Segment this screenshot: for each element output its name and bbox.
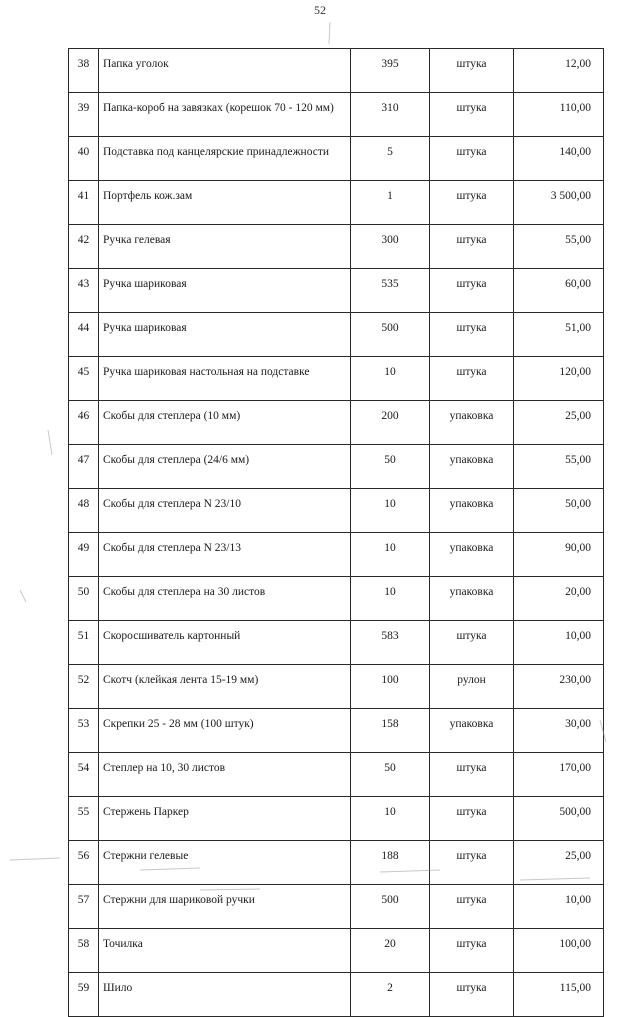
- item-name-cell: Точилка: [99, 929, 351, 973]
- price-cell: 20,00: [514, 577, 604, 621]
- price-cell: 90,00: [514, 533, 604, 577]
- unit-cell: штука: [430, 885, 514, 929]
- price-cell: 55,00: [514, 225, 604, 269]
- price-cell: 55,00: [514, 445, 604, 489]
- table-row: [69, 841, 604, 885]
- quantity-cell: 10: [351, 489, 430, 533]
- row-number-cell: 57: [69, 885, 99, 929]
- price-cell: 120,00: [514, 357, 604, 401]
- table-row: [69, 753, 604, 797]
- unit-cell: штука: [430, 49, 514, 93]
- price-cell: 170,00: [514, 753, 604, 797]
- quantity-cell: 10: [351, 533, 430, 577]
- unit-cell: штука: [430, 269, 514, 313]
- table-row: [69, 313, 604, 357]
- price-cell: 30,00: [514, 709, 604, 753]
- row-number-cell: 46: [69, 401, 99, 445]
- item-name-cell: Стержень Паркер: [99, 797, 351, 841]
- price-cell: 230,00: [514, 665, 604, 709]
- price-cell: 12,00: [514, 49, 604, 93]
- price-cell: 10,00: [514, 621, 604, 665]
- row-number-cell: 58: [69, 929, 99, 973]
- quantity-cell: 200: [351, 401, 430, 445]
- quantity-cell: 188: [351, 841, 430, 885]
- table-row: [69, 137, 604, 181]
- row-number-cell: 41: [69, 181, 99, 225]
- item-name-cell: Папка-короб на завязках (корешок 70 - 120 мм): [99, 93, 351, 137]
- quantity-cell: 300: [351, 225, 430, 269]
- table-row: [69, 797, 604, 841]
- price-cell: 140,00: [514, 137, 604, 181]
- row-number-cell: 51: [69, 621, 99, 665]
- item-name-cell: Скобы для степлера (10 мм): [99, 401, 351, 445]
- price-cell: 110,00: [514, 93, 604, 137]
- row-number-cell: 44: [69, 313, 99, 357]
- row-number-cell: 50: [69, 577, 99, 621]
- row-number-cell: 48: [69, 489, 99, 533]
- quantity-cell: 5: [351, 137, 430, 181]
- unit-cell: штука: [430, 797, 514, 841]
- unit-cell: штука: [430, 841, 514, 885]
- row-number-cell: 43: [69, 269, 99, 313]
- unit-cell: штука: [430, 93, 514, 137]
- item-name-cell: Скотч (клейкая лента 15-19 мм): [99, 665, 351, 709]
- unit-cell: упаковка: [430, 577, 514, 621]
- row-number-cell: 49: [69, 533, 99, 577]
- items-table-body: [69, 49, 604, 1017]
- table-row: [69, 489, 604, 533]
- row-number-cell: 53: [69, 709, 99, 753]
- price-cell: 60,00: [514, 269, 604, 313]
- quantity-cell: 535: [351, 269, 430, 313]
- unit-cell: штука: [430, 929, 514, 973]
- table-row: [69, 181, 604, 225]
- quantity-cell: 500: [351, 313, 430, 357]
- row-number-cell: 52: [69, 665, 99, 709]
- table-row: [69, 973, 604, 1017]
- quantity-cell: 500: [351, 885, 430, 929]
- unit-cell: упаковка: [430, 709, 514, 753]
- quantity-cell: 50: [351, 753, 430, 797]
- quantity-cell: 20: [351, 929, 430, 973]
- unit-cell: рулон: [430, 665, 514, 709]
- table-row: [69, 709, 604, 753]
- item-name-cell: Скобы для степлера (24/6 мм): [99, 445, 351, 489]
- unit-cell: штука: [430, 225, 514, 269]
- unit-cell: штука: [430, 357, 514, 401]
- quantity-cell: 50: [351, 445, 430, 489]
- row-number-cell: 45: [69, 357, 99, 401]
- page-number: 52: [314, 3, 326, 17]
- item-name-cell: Скоросшиватель картонный: [99, 621, 351, 665]
- quantity-cell: 395: [351, 49, 430, 93]
- quantity-cell: 1: [351, 181, 430, 225]
- item-name-cell: Папка уголок: [99, 49, 351, 93]
- item-name-cell: Скобы для степлера на 30 листов: [99, 577, 351, 621]
- price-cell: 25,00: [514, 841, 604, 885]
- item-name-cell: Скрепки 25 - 28 мм (100 штук): [99, 709, 351, 753]
- item-name-cell: Ручка гелевая: [99, 225, 351, 269]
- table-row: [69, 445, 604, 489]
- price-cell: 51,00: [514, 313, 604, 357]
- unit-cell: упаковка: [430, 445, 514, 489]
- unit-cell: упаковка: [430, 489, 514, 533]
- quantity-cell: 583: [351, 621, 430, 665]
- item-name-cell: Портфель кож.зам: [99, 181, 351, 225]
- item-name-cell: Скобы для степлера N 23/13: [99, 533, 351, 577]
- row-number-cell: 40: [69, 137, 99, 181]
- item-name-cell: Стержни для шариковой ручки: [99, 885, 351, 929]
- unit-cell: упаковка: [430, 533, 514, 577]
- unit-cell: штука: [430, 621, 514, 665]
- item-name-cell: Скобы для степлера N 23/10: [99, 489, 351, 533]
- unit-cell: упаковка: [430, 401, 514, 445]
- price-cell: 100,00: [514, 929, 604, 973]
- price-cell: 50,00: [514, 489, 604, 533]
- table-row: [69, 225, 604, 269]
- unit-cell: штука: [430, 313, 514, 357]
- row-number-cell: 47: [69, 445, 99, 489]
- row-number-cell: 54: [69, 753, 99, 797]
- item-name-cell: Подставка под канцелярские принадлежности: [99, 137, 351, 181]
- unit-cell: штука: [430, 753, 514, 797]
- item-name-cell: Ручка шариковая: [99, 313, 351, 357]
- quantity-cell: 10: [351, 577, 430, 621]
- table-row: [69, 401, 604, 445]
- price-cell: 115,00: [514, 973, 604, 1017]
- item-name-cell: Стержни гелевые: [99, 841, 351, 885]
- price-cell: 25,00: [514, 401, 604, 445]
- table-row: [69, 665, 604, 709]
- table-row: [69, 357, 604, 401]
- quantity-cell: 310: [351, 93, 430, 137]
- row-number-cell: 59: [69, 973, 99, 1017]
- unit-cell: штука: [430, 137, 514, 181]
- items-table: [68, 48, 604, 1017]
- price-cell: 3 500,00: [514, 181, 604, 225]
- table-row: [69, 269, 604, 313]
- row-number-cell: 38: [69, 49, 99, 93]
- quantity-cell: 10: [351, 357, 430, 401]
- price-cell: 500,00: [514, 797, 604, 841]
- unit-cell: штука: [430, 181, 514, 225]
- item-name-cell: Ручка шариковая настольная на подставке: [99, 357, 351, 401]
- row-number-cell: 39: [69, 93, 99, 137]
- table-row: [69, 577, 604, 621]
- table-row: [69, 885, 604, 929]
- unit-cell: штука: [430, 973, 514, 1017]
- row-number-cell: 55: [69, 797, 99, 841]
- table-row: [69, 533, 604, 577]
- price-cell: 10,00: [514, 885, 604, 929]
- table-row: [69, 621, 604, 665]
- quantity-cell: 158: [351, 709, 430, 753]
- item-name-cell: Ручка шариковая: [99, 269, 351, 313]
- table-row: [69, 49, 604, 93]
- row-number-cell: 42: [69, 225, 99, 269]
- quantity-cell: 100: [351, 665, 430, 709]
- table-row: [69, 93, 604, 137]
- quantity-cell: 10: [351, 797, 430, 841]
- table-row: [69, 929, 604, 973]
- item-name-cell: Степлер на 10, 30 листов: [99, 753, 351, 797]
- row-number-cell: 56: [69, 841, 99, 885]
- quantity-cell: 2: [351, 973, 430, 1017]
- item-name-cell: Шило: [99, 973, 351, 1017]
